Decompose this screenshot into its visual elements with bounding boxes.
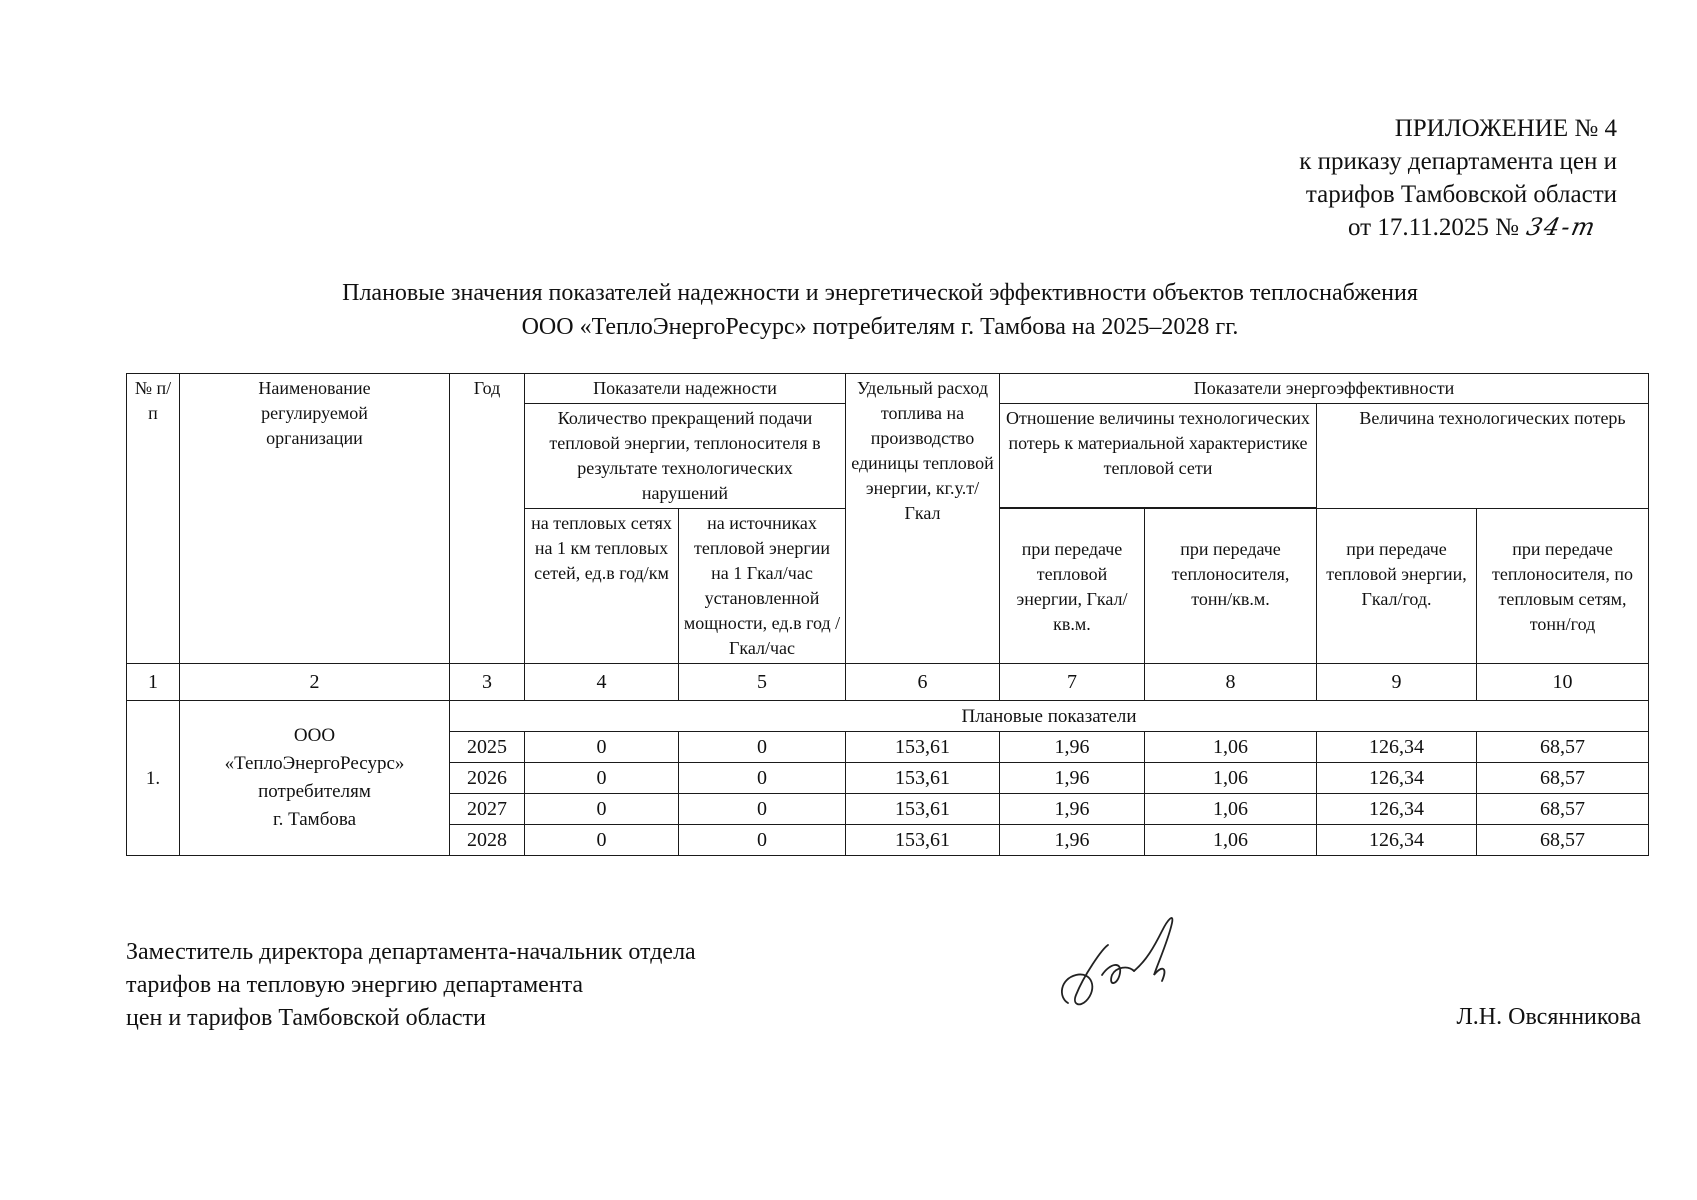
document-title — [120, 276, 1640, 344]
header-num: № п/п — [127, 374, 180, 664]
cell-value-heat: 126,34 — [1317, 763, 1477, 794]
organization-name — [180, 701, 450, 856]
cell-networks: 0 — [525, 794, 679, 825]
cell-year: 2026 — [450, 763, 525, 794]
cell-value-heat: 126,34 — [1317, 732, 1477, 763]
header-on-networks: на тепловых сетях на 1 км тепловых сетей, ед.в год/км — [525, 509, 679, 664]
document-title-line1: Плановые значения показателей надежности и энергетической эффективности объектов теплоснабжения — [342, 280, 1418, 306]
org-line: потребителям — [258, 781, 371, 802]
cell-sources: 0 — [679, 763, 846, 794]
column-number: 4 — [525, 664, 679, 701]
cell-fuel: 153,61 — [846, 732, 1000, 763]
position-line2: тарифов на тепловую энергию департамента — [126, 972, 584, 998]
header-interruptions: Количество прекращений подачи тепловой энергии, теплоносителя в результате технологических нарушений — [525, 404, 846, 509]
column-number: 10 — [1477, 664, 1649, 701]
handwritten-signature — [1050, 905, 1200, 1015]
header-ratio-carrier: при передаче теплоносителя, тонн/кв.м. — [1145, 509, 1317, 664]
column-number: 9 — [1317, 664, 1477, 701]
cell-sources: 0 — [679, 794, 846, 825]
column-number: 8 — [1145, 664, 1317, 701]
cell-value-carrier: 68,57 — [1477, 763, 1649, 794]
cell-networks: 0 — [525, 825, 679, 856]
plan-label-row — [127, 701, 1649, 732]
cell-ratio-carrier: 1,06 — [1145, 825, 1317, 856]
cell-ratio-heat: 1,96 — [1000, 763, 1145, 794]
appendix-date: от 17.11.2025 № — [1347, 214, 1519, 241]
cell-fuel: 153,61 — [846, 763, 1000, 794]
cell-fuel: 153,61 — [846, 825, 1000, 856]
position-line3: цен и тарифов Тамбовской области — [126, 1005, 486, 1031]
header-on-sources: на источниках тепловой энергии на 1 Гкал/час установленной мощности, ед.в год /Гкал/час — [679, 509, 846, 664]
cell-value-carrier: 68,57 — [1477, 794, 1649, 825]
cell-ratio-carrier: 1,06 — [1145, 794, 1317, 825]
header-loss-value: Величина технологических потерь — [1317, 404, 1649, 509]
plan-label: Плановые показатели — [450, 701, 1649, 732]
appendix-department: тарифов Тамбовской области — [1305, 181, 1617, 208]
indicators-table — [126, 373, 1649, 856]
appendix-title: ПРИЛОЖЕНИЕ № 4 — [1394, 115, 1617, 142]
appendix-date-line — [1097, 211, 1617, 244]
cell-ratio-carrier: 1,06 — [1145, 763, 1317, 794]
cell-ratio-carrier: 1,06 — [1145, 732, 1317, 763]
signature-position — [126, 936, 696, 1035]
column-number: 6 — [846, 664, 1000, 701]
header-fuel: Удельный расход топлива на производство единицы тепловой энергии, кг.у.т/Гкал — [846, 374, 1000, 664]
cell-ratio-heat: 1,96 — [1000, 794, 1145, 825]
cell-value-carrier: 68,57 — [1477, 732, 1649, 763]
cell-year: 2027 — [450, 794, 525, 825]
row-index: 1. — [127, 701, 180, 856]
header-loss-ratio: Отношение величины технологических потерь к материальной характеристике тепловой сети — [1000, 404, 1317, 508]
position-line1: Заместитель директора департамента-начальник отдела — [126, 939, 696, 965]
appendix-header — [1097, 112, 1617, 244]
header-org: Наименование регулируемой организации — [180, 374, 450, 664]
cell-fuel: 153,61 — [846, 794, 1000, 825]
order-number-handwritten: 34-т — [1524, 213, 1600, 241]
column-number: 3 — [450, 664, 525, 701]
column-number: 2 — [180, 664, 450, 701]
header-year: Год — [450, 374, 525, 664]
header-value-heat: при передаче тепловой энергии, Гкал/год. — [1317, 509, 1477, 664]
cell-year: 2025 — [450, 732, 525, 763]
cell-ratio-heat: 1,96 — [1000, 732, 1145, 763]
header-value-carrier: при передаче теплоносителя, по тепловым сетям, тонн/год — [1477, 509, 1649, 664]
cell-value-heat: 126,34 — [1317, 825, 1477, 856]
appendix-order-ref: к приказу департамента цен и — [1299, 148, 1617, 175]
header-reliability: Показатели надежности — [525, 374, 846, 404]
header-efficiency: Показатели энергоэффективности — [1000, 374, 1649, 404]
org-line: ООО — [293, 725, 336, 746]
column-number-row — [127, 664, 1649, 701]
cell-year: 2028 — [450, 825, 525, 856]
column-number: 5 — [679, 664, 846, 701]
cell-value-heat: 126,34 — [1317, 794, 1477, 825]
document-title-line2: ООО «ТеплоЭнергоРесурс» потребителям г. Тамбова на 2025–2028 гг. — [521, 314, 1239, 340]
column-number: 7 — [1000, 664, 1145, 701]
cell-sources: 0 — [679, 732, 846, 763]
org-line: «ТеплоЭнергоРесурс» — [224, 753, 405, 774]
cell-ratio-heat: 1,96 — [1000, 825, 1145, 856]
cell-networks: 0 — [525, 732, 679, 763]
org-line: г. Тамбова — [272, 809, 357, 830]
signer-name: Л.Н. Овсянникова — [1456, 1004, 1641, 1030]
cell-sources: 0 — [679, 825, 846, 856]
header-ratio-heat: при передаче тепловой энергии, Гкал/кв.м. — [1000, 509, 1145, 664]
cell-networks: 0 — [525, 763, 679, 794]
cell-value-carrier: 68,57 — [1477, 825, 1649, 856]
column-number: 1 — [127, 664, 180, 701]
